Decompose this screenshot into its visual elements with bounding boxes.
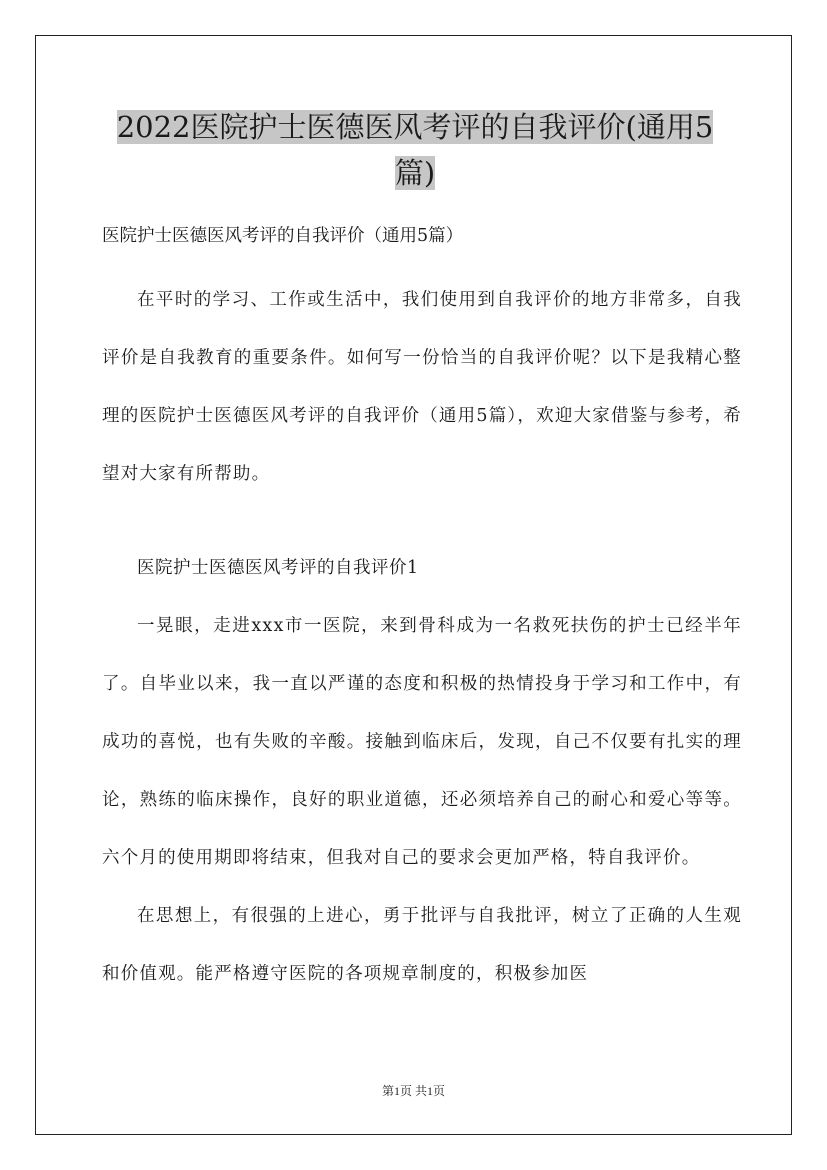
section-1-paragraph-1: 一晃眼，走进xxx市一医院，来到骨科成为一名救死扶伤的护士已经半年了。自毕业以来，我一直以严谨的态度和积极的热情投身于学习和工作中，有成功的喜悦，也有失败的辛酸。接触到临床后，发现，自己不仅要有扎实的理论，熟练的临床操作，良好的职业道德，还必须培养自己的耐心和爱心等等。六个月的使用期即将结束，但我对自己的要求会更加严格，特自我评价。 bbox=[102, 616, 742, 868]
document-body bbox=[102, 218, 742, 1003]
title-line-1: 2022医院护士医德医风考评的自我评价(通用5 bbox=[116, 110, 714, 144]
page-footer: 第1页 共1页 bbox=[381, 1084, 445, 1098]
intro-paragraph: 在平时的学习、工作或生活中，我们使用到自我评价的地方非常多，自我评价是自我教育的重要条件。如何写一份恰当的自我评价呢？以下是我精心整理的医院护士医德医风考评的自我评价（通用5篇），欢迎大家借鉴与参考，希望对大家有所帮助。 bbox=[102, 290, 742, 484]
title-line-2: 篇) bbox=[394, 156, 436, 190]
section-heading-1: 医院护士医德医风考评的自我评价1 bbox=[137, 558, 419, 578]
section-1-paragraph-2: 在思想上，有很强的上进心，勇于批评与自我批评，树立了正确的人生观和价值观。能严格遵守医院的各项规章制度的，积极参加医 bbox=[102, 906, 742, 984]
document-subtitle: 医院护士医德医风考评的自我评价（通用5篇） bbox=[102, 226, 464, 246]
document-title bbox=[100, 104, 730, 196]
